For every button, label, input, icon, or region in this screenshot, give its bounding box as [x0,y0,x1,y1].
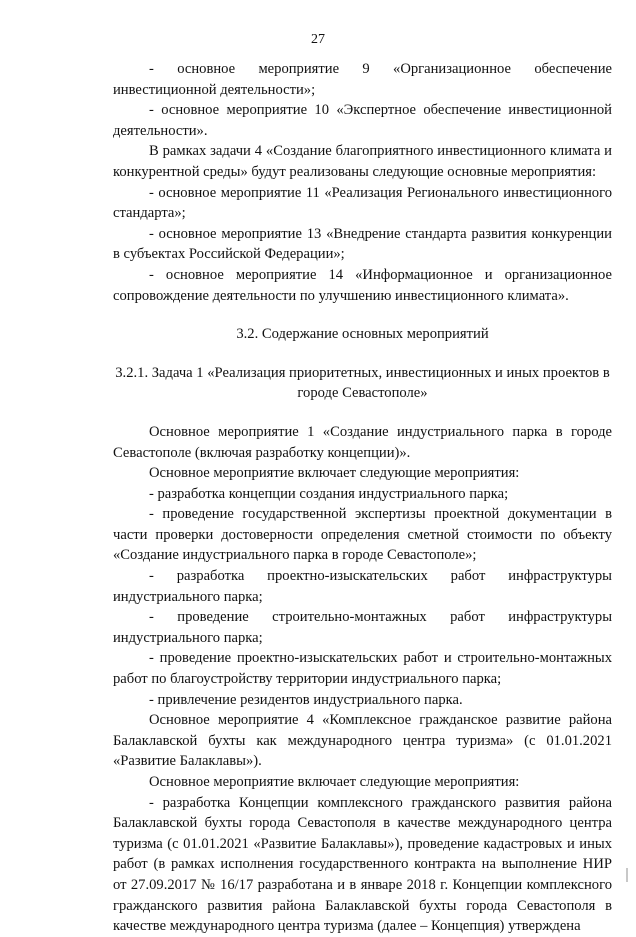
paragraph: Основное мероприятие 1 «Создание индустриального парка в городе Севастополе (включая разработку концепции)». [113,423,612,461]
paragraph: - основное мероприятие 10 «Экспертное обеспечение инвестиционной деятельности». [113,102,612,139]
paragraph: - проведение строительно-монтажных работ инфраструктуры индустриального парка; [113,609,612,646]
paragraph: Основное мероприятие включает следующие мероприятия: [149,774,520,790]
paragraph: - разработка проектно-изыскательских работ инфраструктуры индустриального парка; [113,568,612,605]
paragraph: - разработка концепции создания индустриального парка; [149,485,509,502]
paragraph: - основное мероприятие 9 «Организационное обеспечение инвестиционной деятельности»; [113,61,612,98]
paragraph: - проведение проектно-изыскательских работ и строительно-монтажных работ по благоустройству территории индустриального парка; [113,650,612,688]
paragraph: Основное мероприятие 4 «Комплексное гражданское развитие района Балаклавской бухты как международного центра туризма» (с 01.01.2021 «Развитие Балаклавы»). [113,712,612,770]
paragraph: - основное мероприятие 13 «Внедрение стандарта развития конкуренции в субъектах Российской Федерации»; [113,225,612,263]
page-number: 27 [311,32,325,47]
paragraph: - разработка Концепции комплексного гражданского развития района Балаклавской бухты города Севастополя в качестве международного центра туризма (с 01.01.2021 «Развитие Балаклавы»), проведение кадастровых и иных работ (в рамках исполнения государственного контракта на выполнение НИР от 27.09.2017 № 16/17 разработана и в январе 2018 г. Концепции комплексного гражданского развития района Балаклавской бухты города Севастополя в качестве международного центра туризма (далее – Концепция) утверждена [113,794,612,935]
subsection-heading: 3.2.1. Задача 1 «Реализация приоритетных, инвестиционных и иных проектов в городе Севастополе» [115,364,610,402]
paragraph: - основное мероприятие 11 «Реализация Регионального инвестиционного стандарта»; [113,184,612,222]
paragraph: Основное мероприятие включает следующие мероприятия: [149,465,520,482]
section-heading: 3.2. Содержание основных мероприятий [236,326,489,343]
paragraph: - привлечение резидентов индустриального парка. [149,691,463,708]
paragraph: В рамках задачи 4 «Создание благоприятного инвестиционного климата и конкурентной среды» будут реализованы следующие основные мероприятия: [113,143,612,180]
paragraph: - проведение государственной экспертизы проектной документации в части проверки достоверности определения сметной стоимости по объекту «Создание индустриального парка в городе Севастополе»; [113,506,612,564]
paragraph: - основное мероприятие 14 «Информационное и организационное сопровождение деятельности по улучшению инвестиционного климата». [113,266,612,304]
document-body [113,59,612,937]
scan-edge-mark [626,868,628,882]
